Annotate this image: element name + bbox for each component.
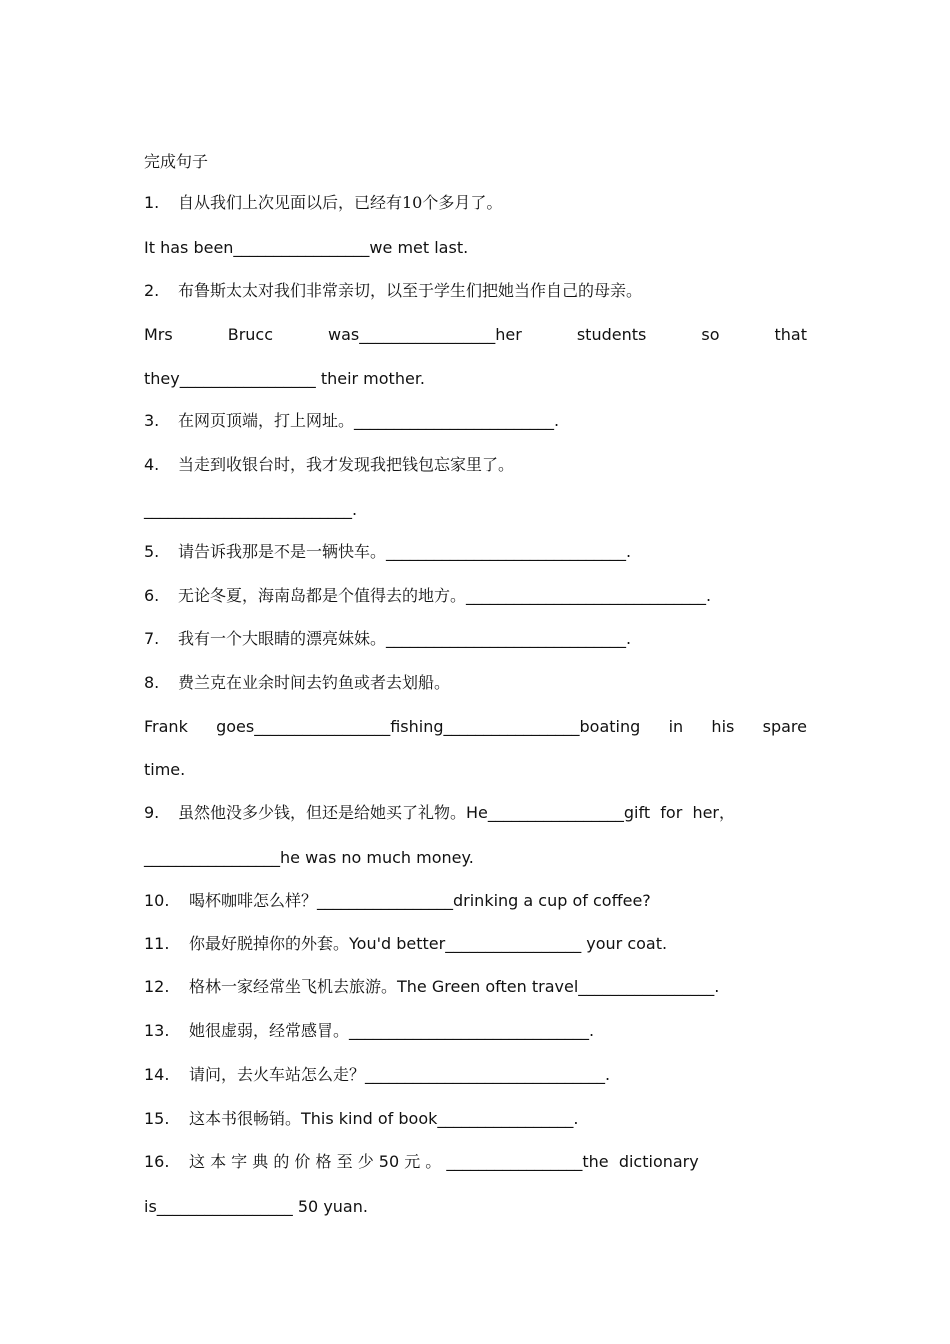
question-9 (144, 802, 807, 824)
question-13 (144, 1020, 807, 1042)
answer-line-8a: Frank goes_________________fishing_________________boating in his spare (144, 717, 807, 736)
question-5 (144, 541, 807, 563)
question-prompt: 当走到收银台时，我才发现我把钱包忘家里了。 (178, 455, 515, 474)
question-number: 13. (144, 1021, 170, 1040)
question-prompt: 这本书很畅销。This kind of book_________________. (189, 1109, 579, 1128)
question-number: 15. (144, 1109, 170, 1128)
question-prompt: 布鲁斯太太对我们非常亲切，以至于学生们把她当作自己的母亲。 (178, 281, 643, 300)
question-number: 14. (144, 1065, 170, 1084)
answer-line-4: __________________________. (144, 500, 358, 519)
question-prompt: 我有一个大眼睛的漂亮妹妹。______________________________. (178, 629, 632, 648)
question-number: 5. (144, 542, 160, 561)
question-prompt: 她很虚弱，经常感冒。______________________________. (189, 1021, 595, 1040)
question-number: 4. (144, 455, 160, 474)
answer-line-16: is_________________ 50 yuan. (144, 1197, 368, 1216)
question-prompt: 喝杯咖啡怎么样？_________________drinking a cup of coffee? (189, 891, 651, 910)
question-number: 11. (144, 934, 170, 953)
answer-line-8b: time. (144, 760, 186, 779)
question-10 (144, 890, 807, 912)
question-prompt: 你最好脱掉你的外套。You'd better_________________ your coat. (189, 934, 668, 953)
worksheet-heading: 完成句子 (144, 152, 209, 171)
question-number: 9. (144, 803, 160, 822)
question-15 (144, 1108, 807, 1130)
question-number: 2. (144, 281, 160, 300)
question-number: 1. (144, 193, 160, 212)
question-number: 6. (144, 586, 160, 605)
question-6 (144, 585, 807, 607)
question-prompt: 在网页顶端，打上网址。_________________________. (178, 411, 560, 430)
question-3 (144, 410, 807, 432)
question-number: 10. (144, 891, 170, 910)
answer-line-2b: they_________________ their mother. (144, 369, 426, 388)
question-prompt: 自从我们上次见面以后，已经有10个多月了。 (178, 193, 503, 212)
question-prompt: 请问，去火车站怎么走？______________________________. (189, 1065, 611, 1084)
question-12 (144, 976, 807, 998)
question-prompt: 无论冬夏，海南岛都是个值得去的地方。______________________________. (178, 586, 712, 605)
question-number: 3. (144, 411, 160, 430)
question-prompt: 请告诉我那是不是一辆快车。______________________________. (178, 542, 632, 561)
question-7 (144, 628, 807, 650)
answer-line-1: It has been_________________we met last. (144, 238, 469, 257)
answer-line-9: _________________he was no much money. (144, 848, 474, 867)
question-1 (144, 192, 807, 214)
question-number: 8. (144, 673, 160, 692)
question-prompt: 格林一家经常坐飞机去旅游。The Green often travel_________________. (189, 977, 720, 996)
question-14 (144, 1064, 807, 1086)
question-11 (144, 933, 807, 955)
question-prompt: 这 本 字 典 的 价 格 至 少 50 元 。 _________________the dictionary (189, 1152, 699, 1171)
question-4 (144, 454, 807, 476)
question-number: 12. (144, 977, 170, 996)
answer-line-2a: Mrs Brucc was_________________her students so that (144, 325, 807, 344)
question-number: 16. (144, 1152, 170, 1171)
question-2 (144, 280, 807, 302)
question-prompt: 费兰克在业余时间去钓鱼或者去划船。 (178, 673, 451, 692)
question-16 (144, 1151, 807, 1173)
question-number: 7. (144, 629, 160, 648)
question-8 (144, 672, 807, 694)
question-prompt: 虽然他没多少钱，但还是给她买了礼物。He_________________gift for her， (178, 803, 736, 822)
